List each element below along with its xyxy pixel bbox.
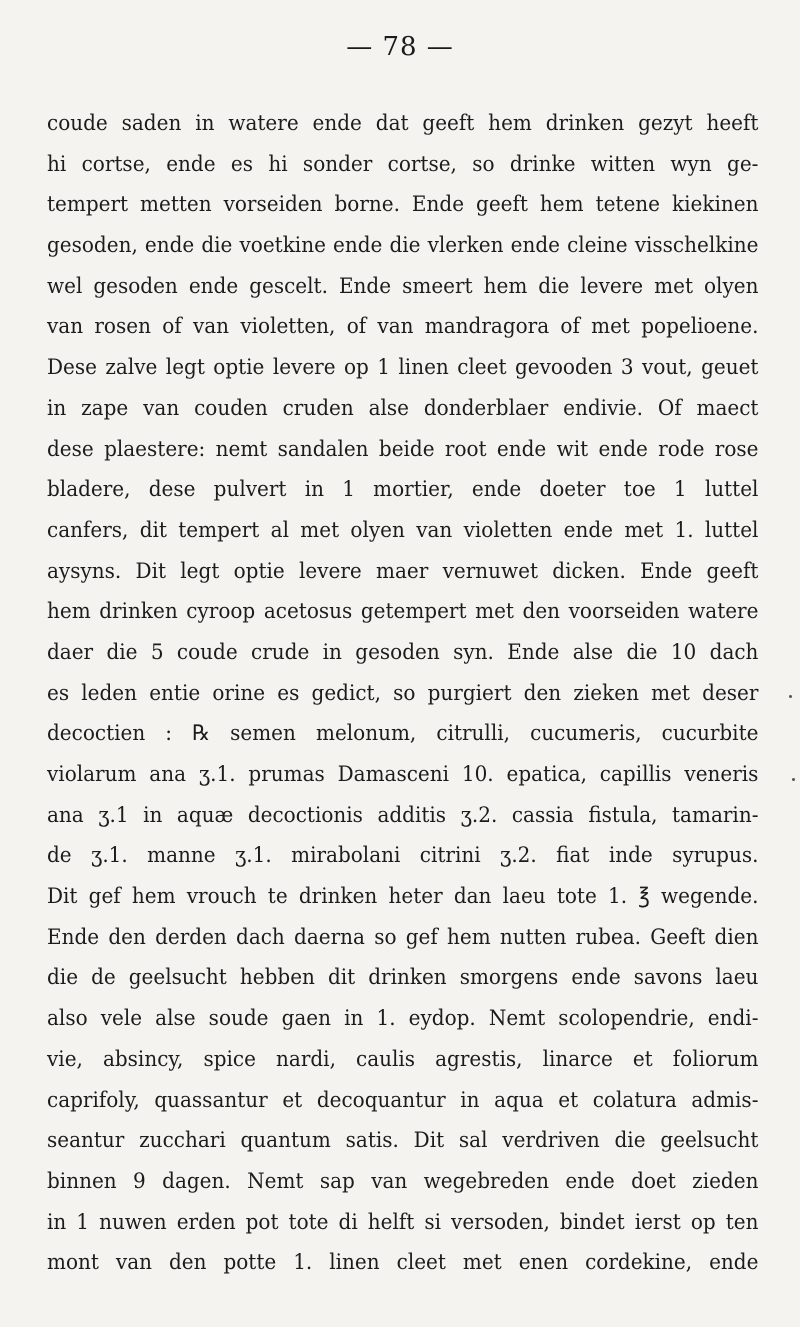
- text-line: Dit gef hem vrouch te drinken heter dan laeu tote 1. ℥ wegende.: [47, 884, 759, 910]
- text-line: seantur zucchari quantum satis. Dit sal verdriven die geelsucht: [47, 1128, 759, 1154]
- text-line: daer die 5 coude crude in gesoden syn. Ende alse die 10 dach: [47, 639, 759, 665]
- text-line: also vele alse soude gaen in 1. eydop. Nemt scolopendrie, endi-: [47, 1006, 759, 1032]
- text-line: Dese zalve legt optie levere op 1 linen cleet gevooden 3 vout, geuet: [47, 355, 759, 381]
- text-line: hem drinken cyroop acetosus getempert met den voorseiden watere: [47, 599, 759, 625]
- text-line: in zape van couden cruden alse donderblaer endivie. Of maect: [47, 395, 759, 421]
- speck-mark: [789, 695, 792, 698]
- text-line: hi cortse, ende es hi sonder cortse, so drinke witten wyn ge-: [47, 151, 759, 177]
- body-text: [47, 104, 759, 1284]
- text-line: es leden entie orine es gedict, so purgiert den zieken met deser: [47, 680, 759, 706]
- text-line: tempert metten vorseiden borne. Ende geeft hem tetene kiekinen: [47, 192, 759, 218]
- text-line: bladere, dese pulvert in 1 mortier, ende doeter toe 1 luttel: [47, 477, 759, 503]
- text-line: caprifoly, quassantur et decoquantur in aqua et colatura admis-: [47, 1087, 759, 1113]
- text-line: vie, absincy, spice nardi, caulis agrestis, linarce et foliorum: [47, 1046, 759, 1072]
- text-line: dese plaestere: nemt sandalen beide root ende wit ende rode rose: [47, 436, 759, 462]
- text-line: aysyns. Dit legt optie levere maer vernuwet dicken. Ende geeft: [47, 558, 759, 584]
- text-line: die de geelsucht hebben dit drinken smorgens ende savons laeu: [47, 965, 759, 991]
- text-line: van rosen of van violetten, of van mandragora of met popelioene.: [47, 314, 759, 340]
- text-line: decoctien : ℞ semen melonum, citrulli, cucumeris, cucurbite: [47, 721, 759, 747]
- text-line: in 1 nuwen erden pot tote di helft si versoden, bindet ierst op ten: [47, 1209, 759, 1235]
- text-line: binnen 9 dagen. Nemt sap van wegebreden ende doet zieden: [47, 1168, 759, 1194]
- speck-mark: [792, 778, 795, 781]
- text-line: wel gesoden ende gescelt. Ende smeert hem die levere met olyen: [47, 273, 759, 299]
- text-line: de ʒ.1. manne ʒ.1. mirabolani citrini ʒ.2. fiat inde syrupus.: [47, 843, 759, 869]
- text-line: Ende den derden dach daerna so gef hem nutten rubea. Geeft dien: [47, 924, 759, 950]
- text-line: canfers, dit tempert al met olyen van violetten ende met 1. luttel: [47, 517, 759, 543]
- text-line: mont van den potte 1. linen cleet met enen cordekine, ende: [47, 1250, 759, 1276]
- text-line: ana ʒ.1 in aquæ decoctionis additis ʒ.2. cassia fistula, tamarin-: [47, 802, 759, 828]
- text-line: violarum ana ʒ.1. prumas Damasceni 10. epatica, capillis veneris: [47, 762, 759, 787]
- text-line: gesoden, ende die voetkine ende die vlerken ende cleine visschelkine: [47, 233, 759, 259]
- text-line: coude saden in watere ende dat geeft hem drinken gezyt heeft: [47, 111, 759, 136]
- page-number: — 78 —: [346, 32, 454, 62]
